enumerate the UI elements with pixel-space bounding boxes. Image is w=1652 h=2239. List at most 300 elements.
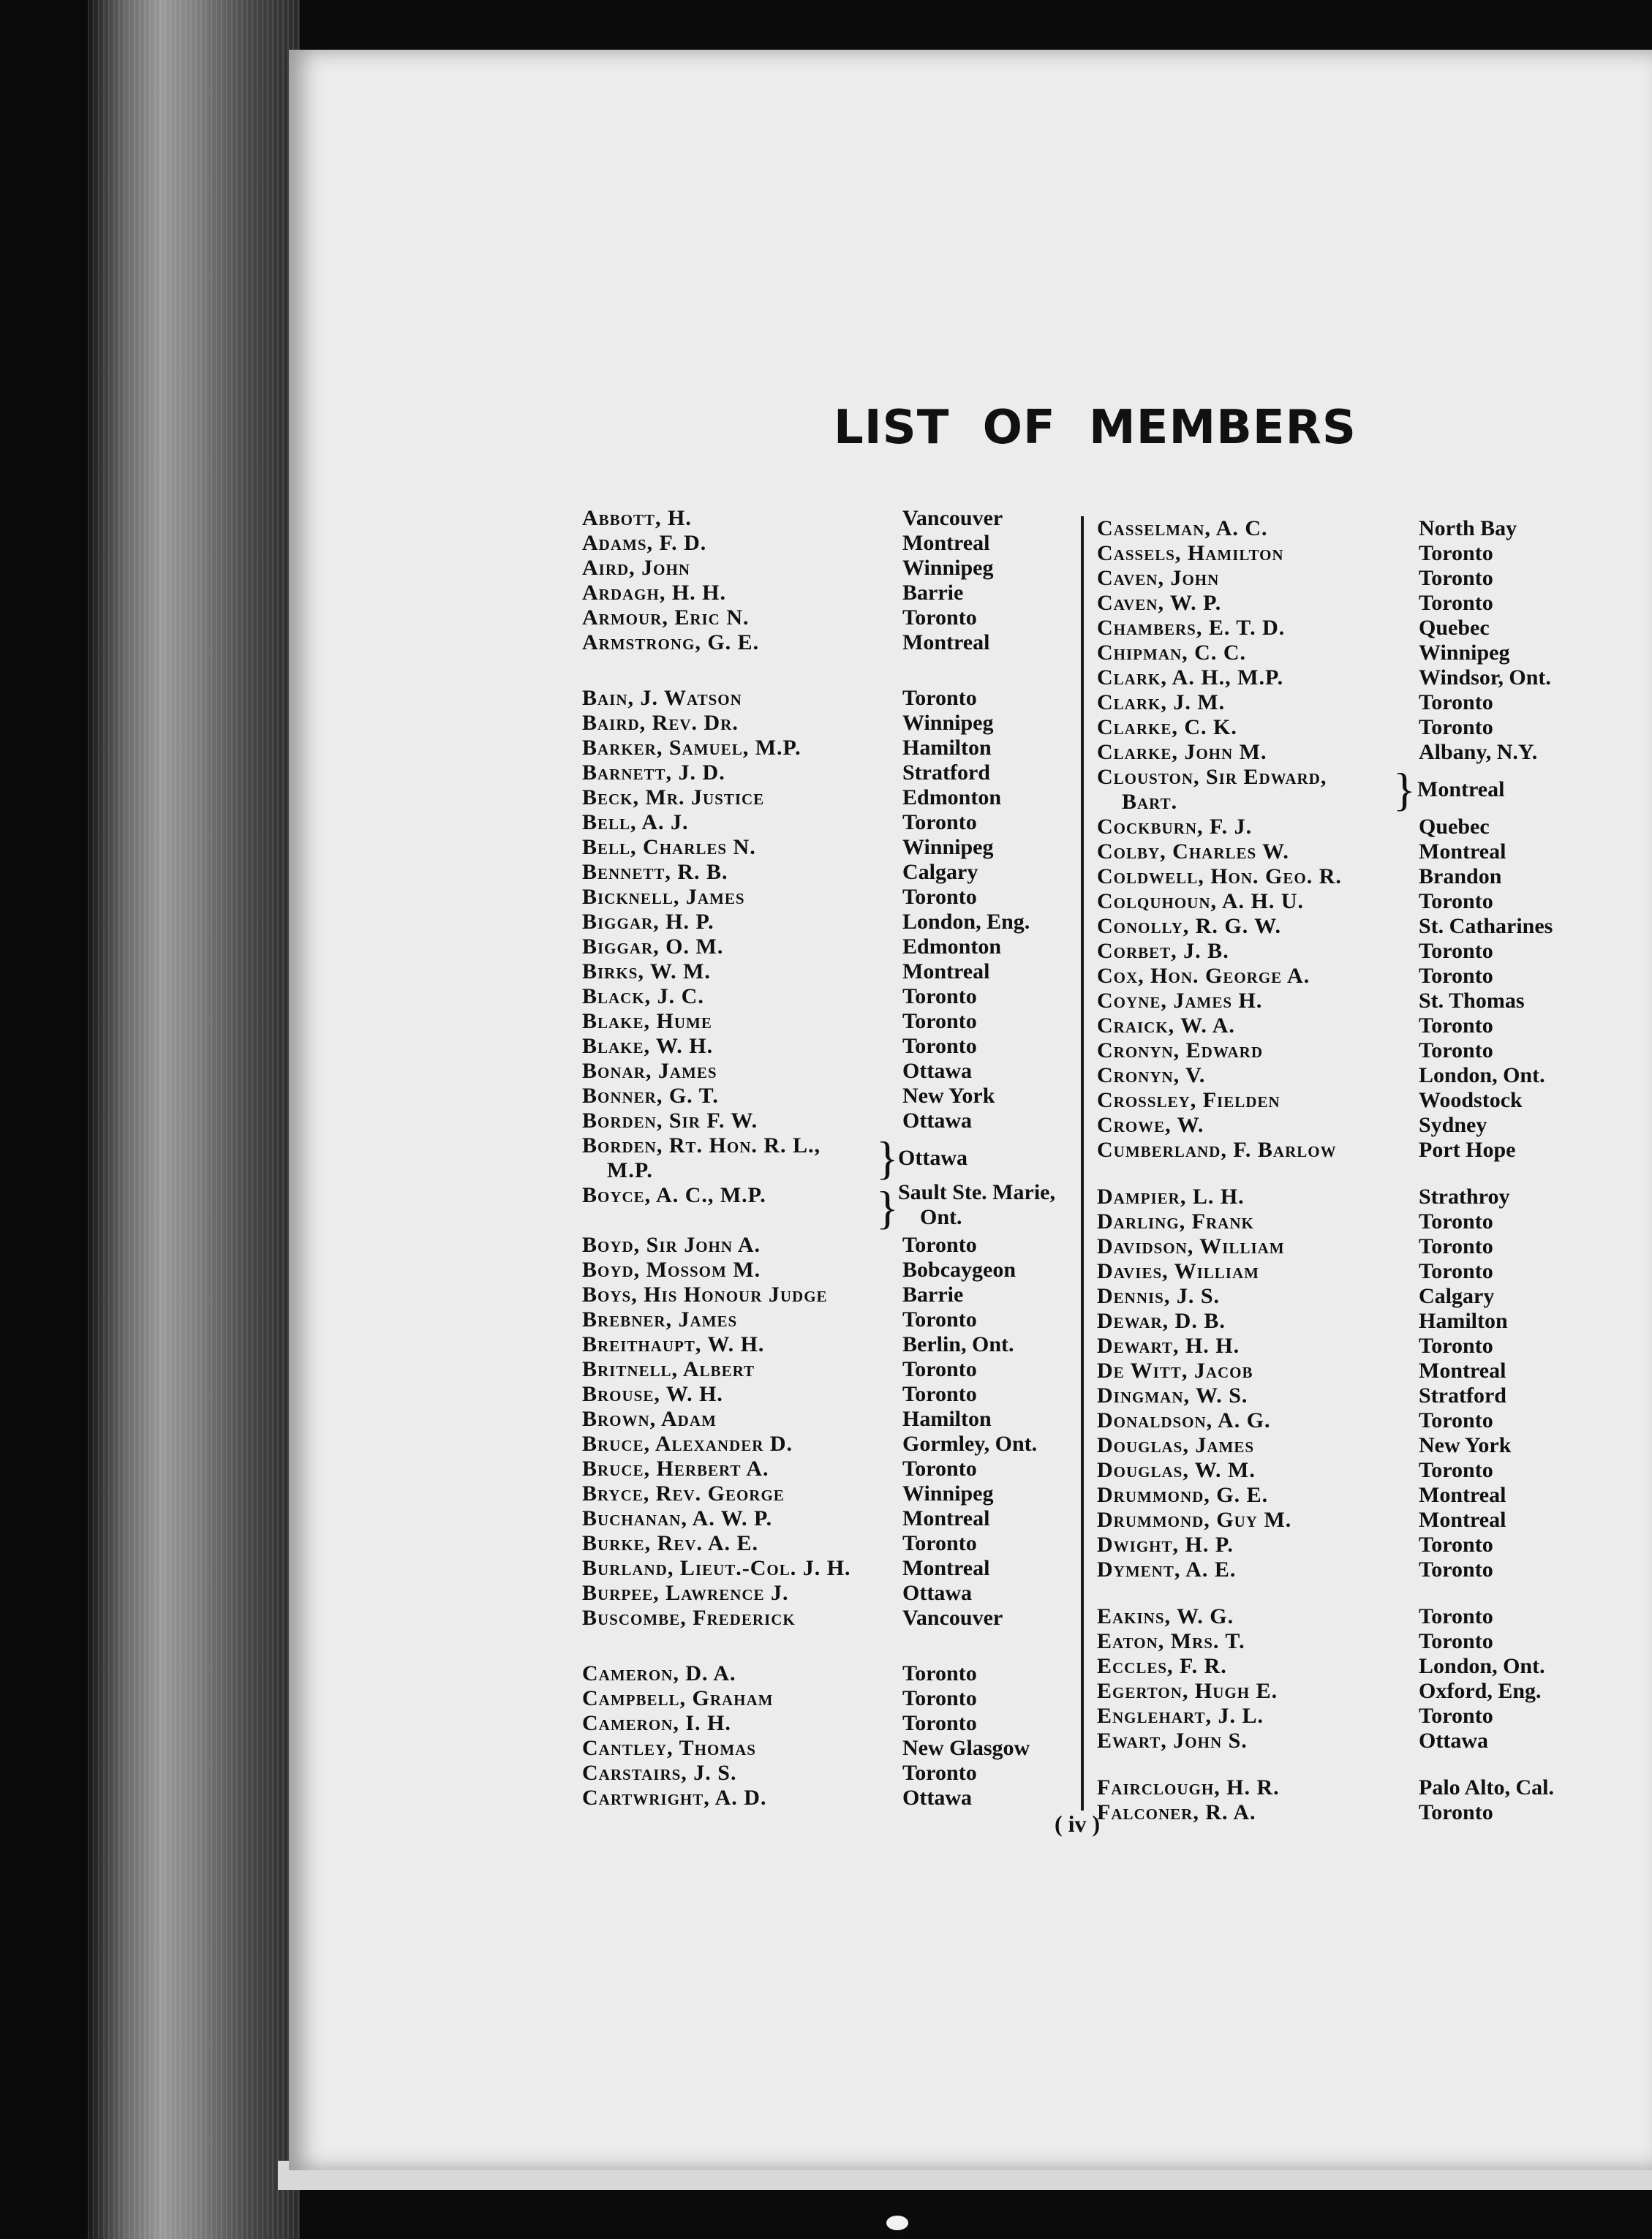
member-name-line: Borden, Rt. Hon. R. L., <box>582 1133 821 1158</box>
member-name-line: Dewar, D. B. <box>1097 1309 1226 1333</box>
member-name <box>582 1531 758 1556</box>
member-name-line: Britnell, Albert <box>582 1357 755 1381</box>
member-place-line: Vancouver <box>902 1606 1003 1630</box>
member-name <box>1097 715 1237 740</box>
member-place-line: Montreal <box>1419 1359 1506 1383</box>
member-place-line: North Bay <box>1419 516 1517 540</box>
member-name <box>582 935 723 959</box>
member-name-line: Cassels, Hamilton <box>1097 541 1284 565</box>
member-name-line: Bicknell, James <box>582 885 745 909</box>
member-name-line: Campbell, Graham <box>582 1686 774 1710</box>
member-name <box>582 1109 758 1133</box>
member-name-line: Breithaupt, W. H. <box>582 1332 765 1356</box>
member-place <box>1419 715 1493 740</box>
member-place-line: Toronto <box>902 1686 977 1710</box>
member-place <box>1419 1063 1545 1088</box>
member-name <box>582 1357 755 1382</box>
member-name-line: Crowe, W. <box>1097 1113 1204 1137</box>
member-name-line: Burke, Rev. A. E. <box>582 1531 759 1555</box>
member-name-line: Cockburn, F. J. <box>1097 815 1253 839</box>
member-place-line: Berlin, Ont. <box>902 1332 1014 1356</box>
member-place-line: Toronto <box>1419 939 1493 963</box>
member-place-line: Winnipeg <box>902 835 994 859</box>
member-place-line: Toronto <box>902 885 977 909</box>
member-name-line: Clark, J. M. <box>1097 690 1226 714</box>
member-place <box>898 1146 968 1171</box>
member-name <box>1097 1259 1259 1284</box>
member-place <box>1419 1038 1493 1063</box>
member-place <box>1419 690 1493 715</box>
member-place-line: Toronto <box>1419 1704 1493 1728</box>
member-name-line: Bonar, James <box>582 1059 717 1083</box>
member-name <box>582 1183 766 1208</box>
member-name-line: Boys, His Honour Judge <box>582 1283 828 1307</box>
member-place-line: Toronto <box>1419 1038 1493 1062</box>
member-place <box>898 1180 1055 1230</box>
member-place-line: Toronto <box>1419 715 1493 739</box>
member-name <box>582 1481 785 1506</box>
member-name <box>1097 591 1221 616</box>
member-name-line: Corbet, J. B. <box>1097 939 1229 963</box>
member-place-line: Toronto <box>902 1009 977 1033</box>
member-name <box>1097 566 1219 591</box>
member-place-line: Albany, N.Y. <box>1419 740 1538 764</box>
member-name-line: Davidson, William <box>1097 1234 1285 1258</box>
member-name <box>1097 1185 1245 1209</box>
member-place <box>1419 1209 1493 1234</box>
member-place <box>1419 1383 1506 1408</box>
member-place-line: Toronto <box>1419 1629 1493 1653</box>
member-name-line: Crossley, Fielden <box>1097 1088 1281 1112</box>
member-place-line: New York <box>1419 1433 1512 1457</box>
member-name-line: Colby, Charles W. <box>1097 839 1289 864</box>
member-name-line: Davies, William <box>1097 1259 1259 1283</box>
member-name <box>582 1009 712 1034</box>
member-name-line: Carstairs, J. S. <box>582 1761 737 1785</box>
member-place <box>902 885 977 910</box>
member-place <box>1419 740 1537 765</box>
member-name-line: Chambers, E. T. D. <box>1097 616 1286 640</box>
member-name-line: Beck, Mr. Justice <box>582 785 765 809</box>
member-place <box>1419 1113 1487 1138</box>
member-place <box>902 581 963 605</box>
member-place <box>902 1382 977 1407</box>
member-name <box>1097 939 1229 964</box>
member-name <box>1097 1138 1337 1163</box>
member-place-line: Brandon <box>1419 864 1502 888</box>
member-place <box>902 736 992 760</box>
member-name-line: Coyne, James H. <box>1097 989 1263 1013</box>
member-place <box>902 1357 977 1382</box>
member-name-line: Falconer, R. A. <box>1097 1800 1256 1824</box>
member-name-line: Eakins, W. G. <box>1097 1604 1234 1628</box>
member-place <box>902 506 1003 531</box>
member-place-line: Ottawa <box>902 1109 972 1133</box>
member-place-line: Edmonton <box>902 935 1002 959</box>
member-name-line: Cox, Hon. George A. <box>1097 964 1310 988</box>
member-place <box>902 1084 995 1109</box>
member-place <box>902 1233 977 1258</box>
member-place <box>902 1009 977 1034</box>
member-name <box>582 556 690 581</box>
member-place-line: Toronto <box>902 1034 977 1058</box>
member-place <box>1419 889 1493 914</box>
member-name-line: Bruce, Herbert A. <box>582 1457 769 1481</box>
member-place <box>902 910 1030 935</box>
member-place-line: Ottawa <box>902 1581 972 1605</box>
member-place <box>902 1786 972 1811</box>
member-name <box>1097 914 1281 939</box>
member-name-line: Bell, A. J. <box>582 810 689 834</box>
member-name-line: Craick, W. A. <box>1097 1013 1235 1038</box>
member-place-line: Calgary <box>902 860 978 884</box>
member-name-line: Buscombe, Frederick <box>582 1606 796 1630</box>
member-place-line: Oxford, Eng. <box>1419 1679 1542 1703</box>
member-name-line: Caven, W. P. <box>1097 591 1222 615</box>
member-place-line: Montreal <box>902 1506 990 1530</box>
member-name-line: Clouston, Sir Edward, <box>1097 765 1327 789</box>
member-name-line: Clarke, C. K. <box>1097 715 1237 739</box>
member-place-line: Montreal <box>1419 839 1506 864</box>
member-name-line: Douglas, W. M. <box>1097 1458 1256 1482</box>
member-name-line: Armour, Eric N. <box>582 605 750 630</box>
member-name <box>1097 1775 1280 1800</box>
member-name-line: Buchanan, A. W. P. <box>582 1506 773 1530</box>
member-name <box>1097 1508 1291 1533</box>
member-name-line: Dingman, W. S. <box>1097 1383 1248 1408</box>
member-name-line: Dampier, L. H. <box>1097 1185 1245 1209</box>
member-name <box>1097 1558 1236 1582</box>
member-name <box>1097 1408 1271 1433</box>
member-place-line: Vancouver <box>902 506 1003 530</box>
member-place-line: Toronto <box>1419 1234 1493 1258</box>
member-name-line: Ewart, John S. <box>1097 1729 1248 1753</box>
member-place-line: Toronto <box>902 1661 977 1685</box>
member-name-line: Aird, John <box>582 556 691 580</box>
member-name <box>1097 1334 1240 1359</box>
member-place <box>1419 591 1493 616</box>
member-name <box>582 810 689 835</box>
member-name-line: Bennett, R. B. <box>582 860 728 884</box>
member-place <box>902 1506 989 1531</box>
member-place-line: Ottawa <box>902 1059 972 1083</box>
member-place <box>902 711 994 736</box>
member-name-line: Black, J. C. <box>582 984 704 1008</box>
member-place <box>1419 616 1490 641</box>
member-place <box>1419 1704 1493 1729</box>
member-name-line: Cameron, I. H. <box>582 1711 731 1735</box>
member-place <box>1419 839 1506 864</box>
member-name-line: Clark, A. H., M.P. <box>1097 665 1284 690</box>
member-place-line: Quebec <box>1419 815 1490 839</box>
member-place-line: Toronto <box>1419 1408 1493 1432</box>
member-name-line: Donaldson, A. G. <box>1097 1408 1271 1432</box>
member-name-line: Cantley, Thomas <box>582 1736 756 1760</box>
member-name <box>582 1736 756 1761</box>
member-name-line: Cronyn, Edward <box>1097 1038 1264 1062</box>
member-name <box>1097 1629 1245 1654</box>
brace-mark: } <box>876 1182 899 1234</box>
member-place-line: Toronto <box>1419 1800 1493 1824</box>
member-place <box>1419 864 1501 889</box>
member-place-line: Windsor, Ont. <box>1419 665 1551 690</box>
member-place <box>902 1711 977 1736</box>
member-name <box>582 1711 731 1736</box>
member-name <box>1097 889 1304 914</box>
member-place-line: Hamilton <box>1419 1309 1508 1333</box>
member-name <box>1097 964 1310 989</box>
member-name-line: Bryce, Rev. George <box>582 1481 785 1506</box>
member-place <box>1419 1729 1488 1753</box>
member-name <box>582 1133 821 1183</box>
member-name <box>582 959 711 984</box>
member-name-continuation: Bart. <box>1122 790 1178 814</box>
member-name <box>1097 616 1285 641</box>
member-place-line: Edmonton <box>902 785 1002 809</box>
member-name <box>582 581 726 605</box>
member-name <box>582 860 728 885</box>
member-place <box>1419 566 1493 591</box>
member-name-line: Drummond, Guy M. <box>1097 1508 1292 1532</box>
member-place <box>1419 989 1525 1013</box>
member-place <box>1419 1088 1523 1113</box>
member-name <box>582 1332 764 1357</box>
member-place-line: Stratford <box>1419 1383 1506 1408</box>
member-place <box>1419 1775 1554 1800</box>
member-place <box>902 860 978 885</box>
member-place <box>1419 1654 1545 1679</box>
member-place <box>902 1059 972 1084</box>
member-name-line: Birks, W. M. <box>582 959 711 983</box>
member-name <box>582 760 725 785</box>
member-place <box>902 1457 977 1481</box>
member-place-line: Toronto <box>902 1531 977 1555</box>
member-name <box>1097 740 1267 765</box>
member-name-line: Bonner, G. T. <box>582 1084 719 1108</box>
member-name <box>582 736 802 760</box>
brace-mark: } <box>1393 763 1416 815</box>
member-name-line: Eccles, F. R. <box>1097 1654 1227 1678</box>
member-place-line: Calgary <box>1419 1284 1495 1308</box>
member-place-line: Toronto <box>1419 1533 1493 1557</box>
member-place-line: Toronto <box>902 1307 977 1332</box>
member-name <box>1097 1113 1204 1138</box>
member-place <box>1419 541 1493 566</box>
member-name <box>1097 1654 1227 1679</box>
member-name <box>582 1432 793 1457</box>
member-name-continuation: M.P. <box>607 1158 653 1182</box>
member-place-line: Toronto <box>1419 1604 1493 1628</box>
member-name <box>582 1606 796 1631</box>
member-name <box>1097 1383 1248 1408</box>
member-place <box>1419 1013 1493 1038</box>
member-place <box>902 1034 977 1059</box>
member-place <box>1419 914 1553 939</box>
member-place-line: St. Catharines <box>1419 914 1553 938</box>
member-name <box>582 1686 774 1711</box>
member-place-line: Toronto <box>1419 1209 1493 1234</box>
member-name-line: Brouse, W. H. <box>582 1382 723 1406</box>
member-name-line: Biggar, O. M. <box>582 935 724 959</box>
member-name <box>582 1407 717 1432</box>
member-place <box>1419 1458 1493 1483</box>
member-name-line: Burpee, Lawrence J. <box>582 1581 789 1605</box>
member-place <box>1417 777 1504 802</box>
member-place <box>1419 1309 1508 1334</box>
member-name-line: Colquhoun, A. H. U. <box>1097 889 1305 913</box>
member-place-line: Toronto <box>1419 591 1493 615</box>
member-name-line: Dewart, H. H. <box>1097 1334 1240 1358</box>
member-place <box>1419 1629 1493 1654</box>
member-place-line: Toronto <box>1419 1013 1493 1038</box>
member-place <box>902 1556 989 1581</box>
member-name-line: Barker, Samuel, M.P. <box>582 736 802 760</box>
member-place-line: Ottawa <box>902 1786 972 1810</box>
member-place <box>902 760 990 785</box>
member-place-line: Montreal <box>902 959 990 983</box>
member-place-line: Toronto <box>902 1711 977 1735</box>
member-name <box>1097 1729 1248 1753</box>
member-place-line: Toronto <box>902 1457 977 1481</box>
member-place <box>1419 1604 1493 1629</box>
member-place-line: Gormley, Ont. <box>902 1432 1038 1456</box>
member-name <box>1097 1604 1234 1629</box>
member-place-line: London, Ont. <box>1419 1063 1545 1087</box>
member-name-line: Clarke, John M. <box>1097 740 1267 764</box>
member-name-line: Douglas, James <box>1097 1433 1255 1457</box>
member-place <box>902 785 1001 810</box>
member-name-line: Armstrong, G. E. <box>582 630 760 654</box>
member-name-line: Drummond, G. E. <box>1097 1483 1269 1507</box>
member-place-line: Barrie <box>902 1283 964 1307</box>
member-place <box>902 1432 1037 1457</box>
member-name-line: Bruce, Alexander D. <box>582 1432 793 1456</box>
member-place-line: London, Eng. <box>902 910 1030 934</box>
member-place <box>902 556 994 581</box>
member-place <box>1419 516 1517 541</box>
member-name-line: Caven, John <box>1097 566 1220 590</box>
member-place <box>902 835 994 860</box>
member-place-line: Sault Ste. Marie, <box>898 1180 1055 1204</box>
member-name <box>582 1382 723 1407</box>
member-place-line: Toronto <box>902 984 977 1008</box>
member-place-line: Toronto <box>902 686 977 710</box>
member-place <box>902 1531 977 1556</box>
member-place <box>1419 1259 1493 1284</box>
member-place-line: Palo Alto, Cal. <box>1419 1775 1554 1800</box>
member-place-line: Toronto <box>1419 566 1493 590</box>
member-place-line: St. Thomas <box>1419 989 1525 1013</box>
member-name <box>1097 1359 1253 1383</box>
member-name <box>582 1556 851 1581</box>
member-place-line: Quebec <box>1419 616 1490 640</box>
member-name-line: Dwight, H. P. <box>1097 1533 1234 1557</box>
brace-mark: } <box>876 1132 899 1184</box>
member-place <box>1419 1558 1493 1582</box>
member-place <box>902 605 977 630</box>
member-place-line: Toronto <box>902 1761 977 1785</box>
member-name-line: Ardagh, H. H. <box>582 581 727 605</box>
member-place <box>1419 1483 1506 1508</box>
member-name <box>582 630 759 655</box>
member-name <box>582 531 706 556</box>
member-place-line: Toronto <box>902 810 977 834</box>
member-name-line: Borden, Sir F. W. <box>582 1109 758 1133</box>
member-name-line: Cumberland, F. Barlow <box>1097 1138 1337 1162</box>
member-place-line: Winnipeg <box>902 556 994 580</box>
member-place-line: New York <box>902 1084 995 1108</box>
member-name <box>1097 1063 1205 1088</box>
member-name-line: Bell, Charles N. <box>582 835 756 859</box>
member-place <box>1419 1679 1542 1704</box>
member-place <box>902 1283 963 1307</box>
member-place-line: Hamilton <box>902 736 992 760</box>
member-name <box>582 1258 761 1283</box>
member-name <box>1097 1533 1234 1558</box>
member-name <box>1097 864 1342 889</box>
member-place-line: Toronto <box>1419 1334 1493 1358</box>
member-place <box>1419 1408 1493 1433</box>
member-place-line: Hamilton <box>902 1407 992 1431</box>
member-name-line: Brown, Adam <box>582 1407 717 1431</box>
member-place-line: Barrie <box>902 581 964 605</box>
member-name-line: Dennis, J. S. <box>1097 1284 1221 1308</box>
member-place-line: Toronto <box>902 1382 977 1406</box>
member-name <box>1097 1234 1285 1259</box>
member-place <box>902 1581 972 1606</box>
member-place <box>902 1686 977 1711</box>
member-name-line: Conolly, R. G. W. <box>1097 914 1281 938</box>
member-name-line: Barnett, J. D. <box>582 760 725 785</box>
member-place <box>902 686 977 711</box>
member-name <box>582 1581 789 1606</box>
member-place-line: Port Hope <box>1419 1138 1516 1162</box>
member-place-line: Toronto <box>1419 889 1493 913</box>
member-place-line: Winnipeg <box>902 1481 994 1506</box>
member-name-line: Darling, Frank <box>1097 1209 1254 1234</box>
member-name <box>1097 665 1283 690</box>
member-name <box>1097 516 1268 541</box>
member-name <box>582 605 750 630</box>
member-place <box>1419 1185 1509 1209</box>
member-place-line: Toronto <box>1419 690 1493 714</box>
member-name-line: Bain, J. Watson <box>582 686 742 710</box>
member-name-line: Baird, Rev. Dr. <box>582 711 739 735</box>
member-name <box>582 1283 828 1307</box>
column-divider <box>1081 516 1084 1811</box>
member-place-line: Toronto <box>1419 541 1493 565</box>
page-title: LIST OF MEMBERS <box>834 401 1357 455</box>
member-place <box>1419 1433 1511 1458</box>
member-place <box>902 1407 992 1432</box>
member-name-line: Boyd, Sir John A. <box>582 1233 761 1257</box>
member-place-line: Ottawa <box>898 1146 968 1170</box>
member-place-line: Woodstock <box>1419 1088 1523 1112</box>
member-name-line: Cartwright, A. D. <box>582 1786 767 1810</box>
member-name-line: Cronyn, V. <box>1097 1063 1206 1087</box>
page-number: ( iv ) <box>1055 1811 1101 1837</box>
member-place-line: Bobcaygeon <box>902 1258 1017 1282</box>
member-name <box>1097 541 1284 566</box>
member-name-line: Dyment, A. E. <box>1097 1558 1237 1582</box>
member-name-line: De Witt, Jacob <box>1097 1359 1253 1383</box>
member-name <box>1097 1433 1254 1458</box>
member-name <box>582 1307 737 1332</box>
member-name-line: Abbott, H. <box>582 506 692 530</box>
member-place <box>902 959 989 984</box>
member-name <box>582 1661 736 1686</box>
member-name <box>1097 1704 1264 1729</box>
